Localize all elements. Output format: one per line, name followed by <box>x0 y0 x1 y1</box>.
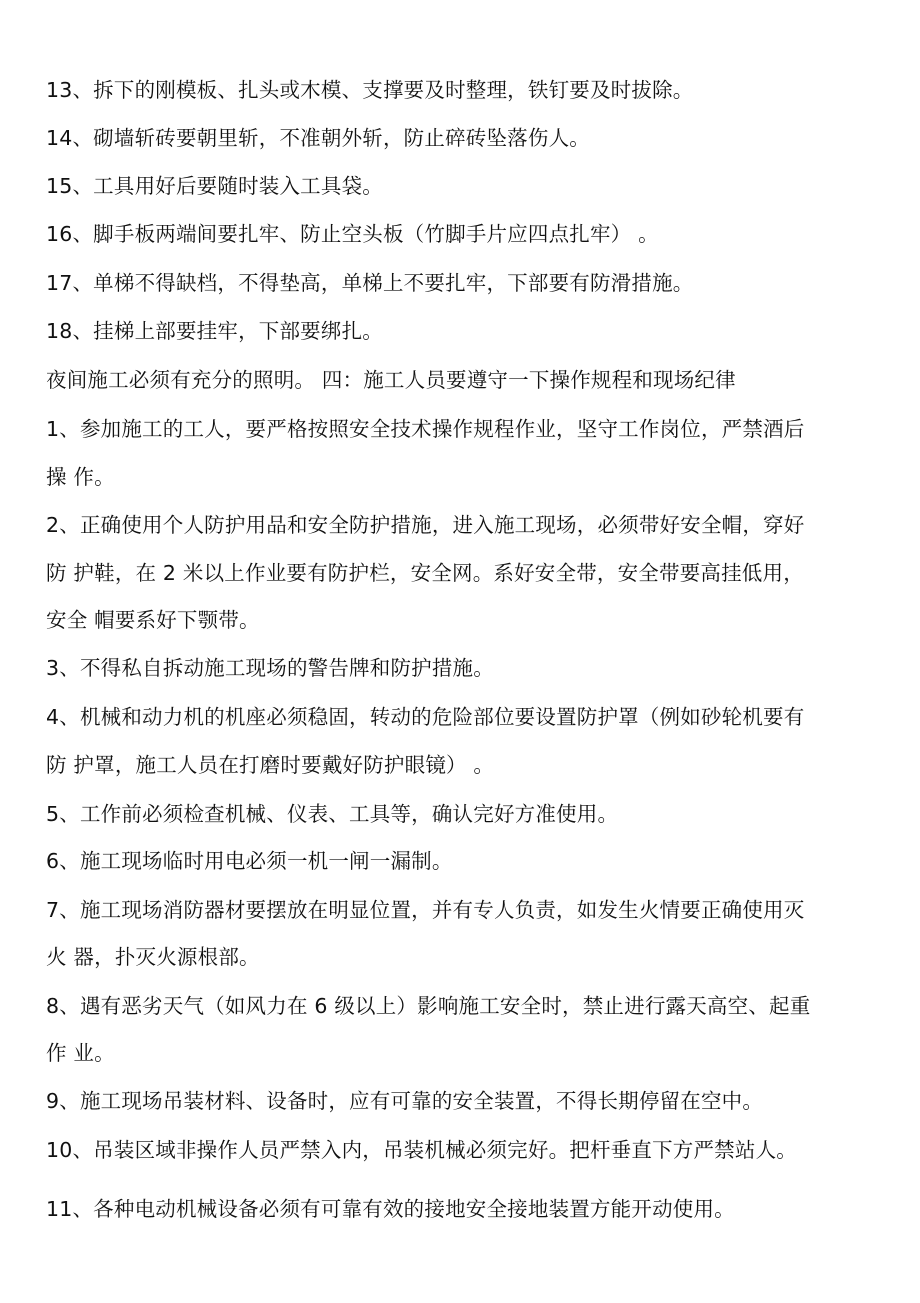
rule-8-text-cont: 作 业。 <box>46 1041 115 1065</box>
item-16-text: 16、脚手板两端间要扎牢、防止空头板（竹脚手片应四点扎牢） 。 <box>46 222 659 246</box>
item-15-text: 15、工具用好后要随时装入工具袋。 <box>46 174 383 198</box>
rule-2-text: 2、正确使用个人防护用品和安全防护措施，进入施工现场，必须带好安全帽，穿好 <box>46 513 805 537</box>
rule-4-text-cont: 防 护罩，施工人员在打磨时要戴好防护眼镜） 。 <box>46 753 495 777</box>
item-17-text: 17、单梯不得缺档，不得垫高，单梯上不要扎牢，下部要有防滑措施。 <box>46 271 694 295</box>
rule-7-text: 7、施工现场消防器材要摆放在明显位置，并有专人负责，如发生火情要正确使用灭 <box>46 898 805 922</box>
rule-9-text: 9、施工现场吊装材料、设备时，应有可靠的安全装置，不得长期停留在空中。 <box>46 1089 764 1113</box>
rule-7-text-cont: 火 器，扑灭火源根部。 <box>46 945 260 969</box>
rule-4-text: 4、机械和动力机的机座必须稳固，转动的危险部位要设置防护罩（例如砂轮机要有 <box>46 705 805 729</box>
item-18-text: 18、挂梯上部要挂牢，下部要绑扎。 <box>46 319 383 343</box>
item-14-text: 14、砌墙斩砖要朝里斩，不准朝外斩，防止碎砖坠落伤人。 <box>46 126 590 150</box>
rule-5-text: 5、工作前必须检查机械、仪表、工具等，确认完好方准使用。 <box>46 802 619 826</box>
rule-3-text: 3、不得私自拆动施工现场的警告牌和防护措施。 <box>46 656 494 680</box>
rule-6-text: 6、施工现场临时用电必须一机一闸一漏制。 <box>46 849 453 873</box>
item-13-text: 13、拆下的刚模板、扎头或木模、支撑要及时整理，铁钉要及时拔除。 <box>46 78 694 102</box>
rule-11-text: 11、各种电动机械设备必须有可靠有效的接地安全接地装置方能开动使用。 <box>46 1197 735 1221</box>
section-4-heading: 夜间施工必须有充分的照明。 四：施工人员要遵守一下操作规程和现场纪律 <box>46 368 736 392</box>
rule-2-text-cont2: 安全 帽要系好下颚带。 <box>46 608 260 632</box>
rule-1-text-cont: 操 作。 <box>46 465 115 489</box>
rule-8-text: 8、遇有恶劣天气（如风力在 6 级以上）影响施工安全时，禁止进行露天高空、起重 <box>46 994 811 1018</box>
rule-10-text: 10、吊装区域非操作人员严禁入内，吊装机械必须完好。把杆垂直下方严禁站人。 <box>46 1138 797 1162</box>
rule-1-text: 1、参加施工的工人，要严格按照安全技术操作规程作业，坚守工作岗位，严禁酒后 <box>46 417 805 441</box>
rule-2-text-cont: 防 护鞋，在 2 米以上作业要有防护栏，安全网。系好安全带，安全带要高挂低用， <box>46 561 804 585</box>
